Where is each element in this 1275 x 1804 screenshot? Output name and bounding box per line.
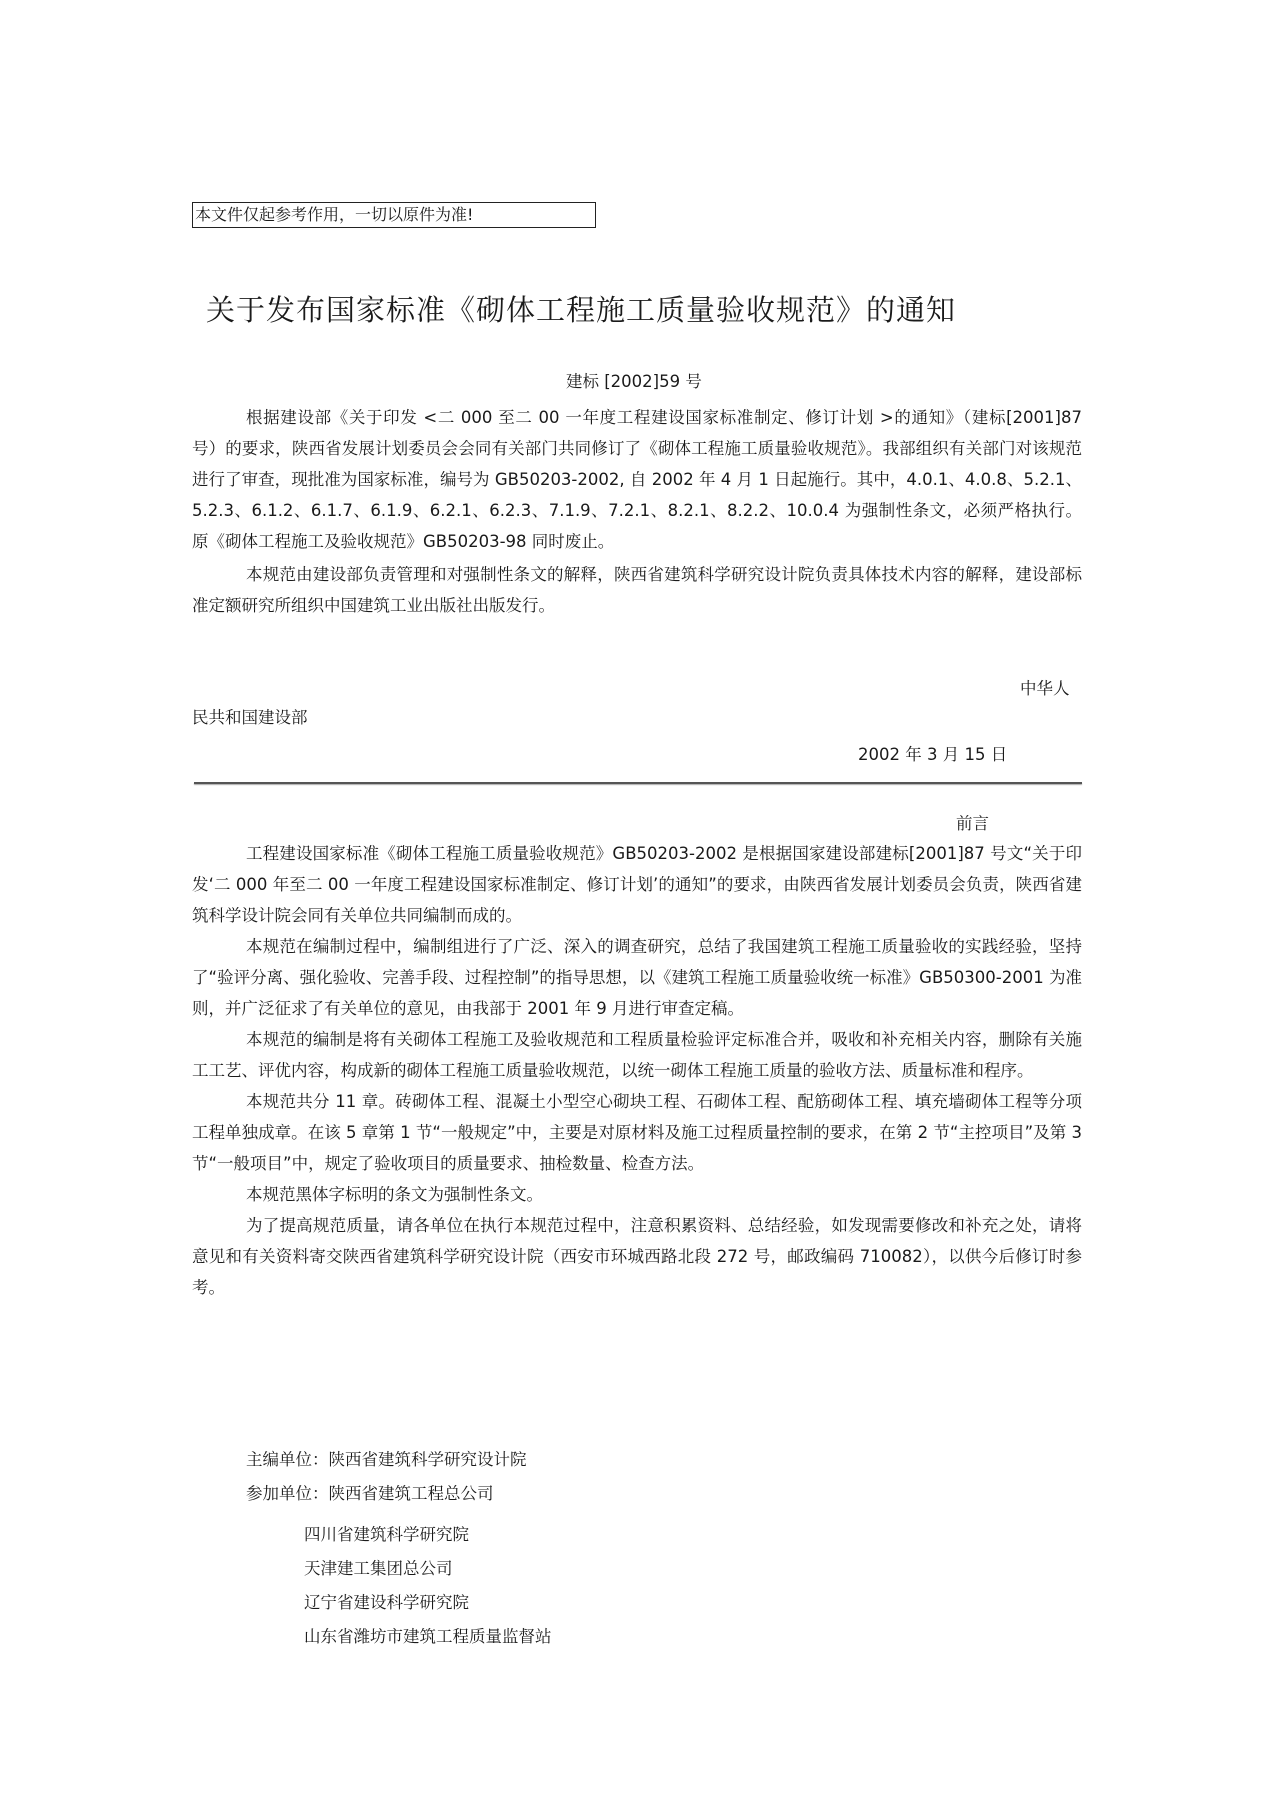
preface-paragraph: 本规范在编制过程中，编制组进行了广泛、深入的调查研究，总结了我国建筑工程施工质量验收的实践经验，坚持了“验评分离、强化验收、完善手段、过程控制”的指导思想，以《建筑工程施工质量验收统一标准》GB50300-2001 为准则，并广泛征求了有关单位的意见，由我部于 2001 年 9 月进行审查定稿。 — [192, 937, 1082, 1018]
participating-unit: 山东省潍坊市建筑工程质量监督站 — [304, 1627, 552, 1646]
preface-paragraph: 本规范黑体字标明的条文为强制性条文。 — [246, 1185, 543, 1204]
preface-paragraph: 本规范的编制是将有关砌体工程施工及验收规范和工程质量检验评定标准合并，吸收和补充相关内容，删除有关施工工艺、评优内容，构成新的砌体工程施工质量验收规范，以统一砌体工程施工质量的验收方法、质量标准和程序。 — [192, 1030, 1082, 1080]
preface-heading: 前言 — [956, 814, 989, 833]
document-number: 建标 [2002]59 号 — [566, 372, 702, 391]
chief-editing-unit: 主编单位：陕西省建筑科学研究设计院 — [246, 1450, 527, 1469]
notice-title: 关于发布国家标准《砌体工程施工质量验收规范》的通知 — [206, 293, 957, 327]
notice-paragraph: 本规范由建设部负责管理和对强制性条文的解释，陕西省建筑科学研究设计院负责具体技术内容的解释，建设部标准定额研究所组织中国建筑工业出版社出版发行。 — [192, 565, 1082, 615]
notice-body — [192, 402, 1082, 621]
issuer-line-2: 民共和国建设部 — [192, 708, 308, 727]
participating-unit-list — [304, 1518, 552, 1654]
section-divider — [194, 782, 1082, 784]
issue-date: 2002 年 3 月 15 日 — [858, 745, 1008, 764]
preface-paragraph: 工程建设国家标准《砌体工程施工质量验收规范》GB50203-2002 是根据国家建设部建标[2001]87 号文“关于印发‘二 000 年至二 00 一年度工程建设国家标准制定、修订计划’的通知”的要求，由陕西省发展计划委员会负责，陕西省建筑科学设计院会同有关单位共同编制而成的。 — [192, 844, 1082, 925]
participating-unit: 辽宁省建设科学研究院 — [304, 1593, 469, 1612]
preface-paragraph: 为了提高规范质量，请各单位在执行本规范过程中，注意积累资料、总结经验，如发现需要修改和补充之处，请将意见和有关资料寄交陕西省建筑科学研究设计院（西安市环城西路北段 272 号，邮政编码 710082），以供今后修订时参考。 — [192, 1216, 1082, 1297]
participating-unit: 四川省建筑科学研究院 — [304, 1525, 469, 1544]
disclaimer-box: 本文件仅起参考作用，一切以原件为准! — [192, 202, 596, 228]
participating-units-label: 参加单位：陕西省建筑工程总公司 — [246, 1484, 494, 1503]
notice-paragraph: 根据建设部《关于印发 <二 000 至二 00 一年度工程建设国家标准制定、修订计划 >的通知》（建标[2001]87 号）的要求，陕西省发展计划委员会会同有关部门共同修订了《砌体工程施工质量验收规范》。我部组织有关部门对该规范进行了审查，现批准为国家标准，编号为 GB50203-2002, 自 2002 年 4 月 1 日起施行。其中，4.0.1、4.0.8、5.2.1、5.2.3、6.1.2、6.1.7、6.1.9、6.2.1、6.2.3、7.1.9、7.2.1、8.2.1、8.2.2、10.0.4 为强制性条文，必须严格执行。原《砌体工程施工及验收规范》GB50203-98 同时废止。 — [192, 408, 1082, 551]
preface-body — [192, 838, 1082, 1303]
preface-paragraph: 本规范共分 11 章。砖砌体工程、混凝土小型空心砌块工程、石砌体工程、配筋砌体工程、填充墙砌体工程等分项工程单独成章。在该 5 章第 1 节“一般规定”中，主要是对原材料及施工过程质量控制的要求，在第 2 节“主控项目”及第 3 节“一般项目”中，规定了验收项目的质量要求、抽检数量、检查方法。 — [192, 1092, 1082, 1173]
participating-unit: 天津建工集团总公司 — [304, 1559, 453, 1578]
issuer-line-1: 中华人 — [1020, 679, 1070, 698]
